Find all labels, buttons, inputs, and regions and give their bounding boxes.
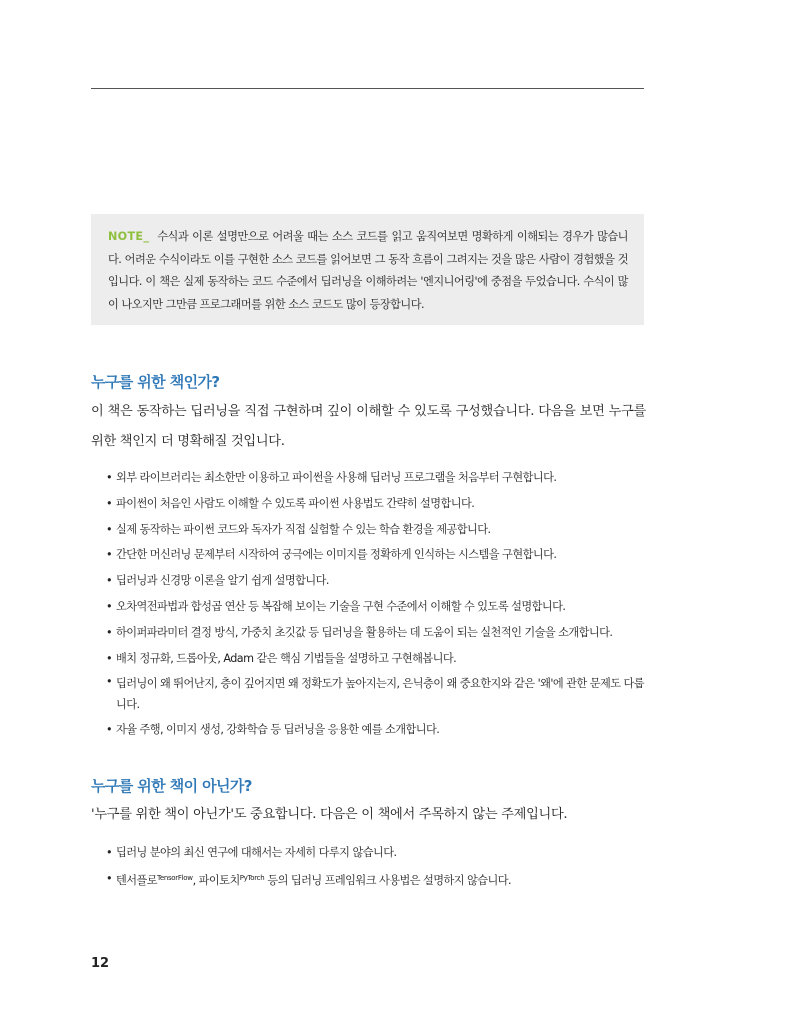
list-item: • 하이퍼파라미터 결정 방식, 가중치 초깃값 등 딥러닝을 활용하는 데 도움이 되는 실천적인 기술을 소개합니다. xyxy=(106,625,613,639)
bullet-list-not-for xyxy=(106,840,646,894)
note-box xyxy=(91,214,644,325)
section-heading-not-for: 누구를 위한 책이 아닌가? xyxy=(91,777,252,795)
list-item: • 딥러닝 분야의 최신 연구에 대해서는 자세히 다루지 않습니다. xyxy=(106,846,397,859)
list-item: • 딥러닝과 신경망 이론을 알기 쉽게 설명합니다. xyxy=(106,574,329,588)
section-intro-who-for: 이 책은 동작하는 딥러닝을 직접 구현하며 깊이 이해할 수 있도록 구성했습니다. 다음을 보면 누구를 위한 책인지 더 명확해질 것입니다. xyxy=(91,404,646,449)
note-label: NOTE_ xyxy=(108,230,150,243)
list-item: • 자율 주행, 이미지 생성, 강화학습 등 딥러닝을 응용한 예를 소개합니다. xyxy=(106,723,440,737)
header-rule xyxy=(91,88,644,89)
list-item: • 외부 라이브러리는 최소한만 이용하고 파이썬을 사용해 딥러닝 프로그램을 처음부터 구현합니다. xyxy=(106,471,557,484)
list-item: • 배치 정규화, 드롭아웃, Adam 같은 핵심 기법들을 설명하고 구현해봅니다. xyxy=(106,651,457,665)
section-heading-who-for: 누구를 위한 책인가? xyxy=(91,373,220,391)
list-item: • 오차역전파법과 합성곱 연산 등 복잡해 보이는 기술을 구현 수준에서 이해할 수 있도록 설명합니다. xyxy=(106,599,566,613)
note-text: 수식과 이론 설명만으로 어려울 때는 소스 코드를 읽고 움직여보면 명확하게 이해되는 경우가 많습니다. 어려운 수식이라도 이를 구현한 소스 코드를 읽어보면 그 동작 흐름이 그려지는 것을 많은 사람이 경험했을 것입니다. 이 책은 실제 동작하는 코드 수준에서 딥러닝을 이해하려는 '엔지니어링'에 중점을 두었습니다. 수식이 많이 나오지만 그만큼 프로그래머를 위한 소스 코드도 많이 등장합니다. xyxy=(108,230,628,311)
list-item: • 파이썬이 처음인 사람도 이해할 수 있도록 파이썬 사용법도 간략히 설명합니다. xyxy=(106,496,475,510)
bullet-list-who-for xyxy=(106,465,646,743)
page-number: 12 xyxy=(91,956,110,971)
list-item: • 간단한 머신러닝 문제부터 시작하여 궁극에는 이미지를 정확하게 인식하는 시스템을 구현합니다. xyxy=(106,548,557,562)
list-item: • 텐서플로$^{TensorFlow}$, 파이토치$^{PyTorch}$ 등의 딥러닝 프레임워크 사용법은 설명하지 않습니다. xyxy=(106,871,512,887)
list-item: • 딥러닝이 왜 뛰어난지, 층이 깊어지면 왜 정확도가 높아지는지, 은닉층이 왜 중요한지와 같은 '왜'에 관한 문제도 다룹니다. xyxy=(106,675,644,712)
section-intro-not-for: '누구를 위한 책이 아닌가'도 중요합니다. 다음은 이 책에서 주목하지 않는 주제입니다. xyxy=(91,807,568,822)
list-item: • 실제 동작하는 파이썬 코드와 독자가 직접 실험할 수 있는 학습 환경을 제공합니다. xyxy=(106,522,491,536)
